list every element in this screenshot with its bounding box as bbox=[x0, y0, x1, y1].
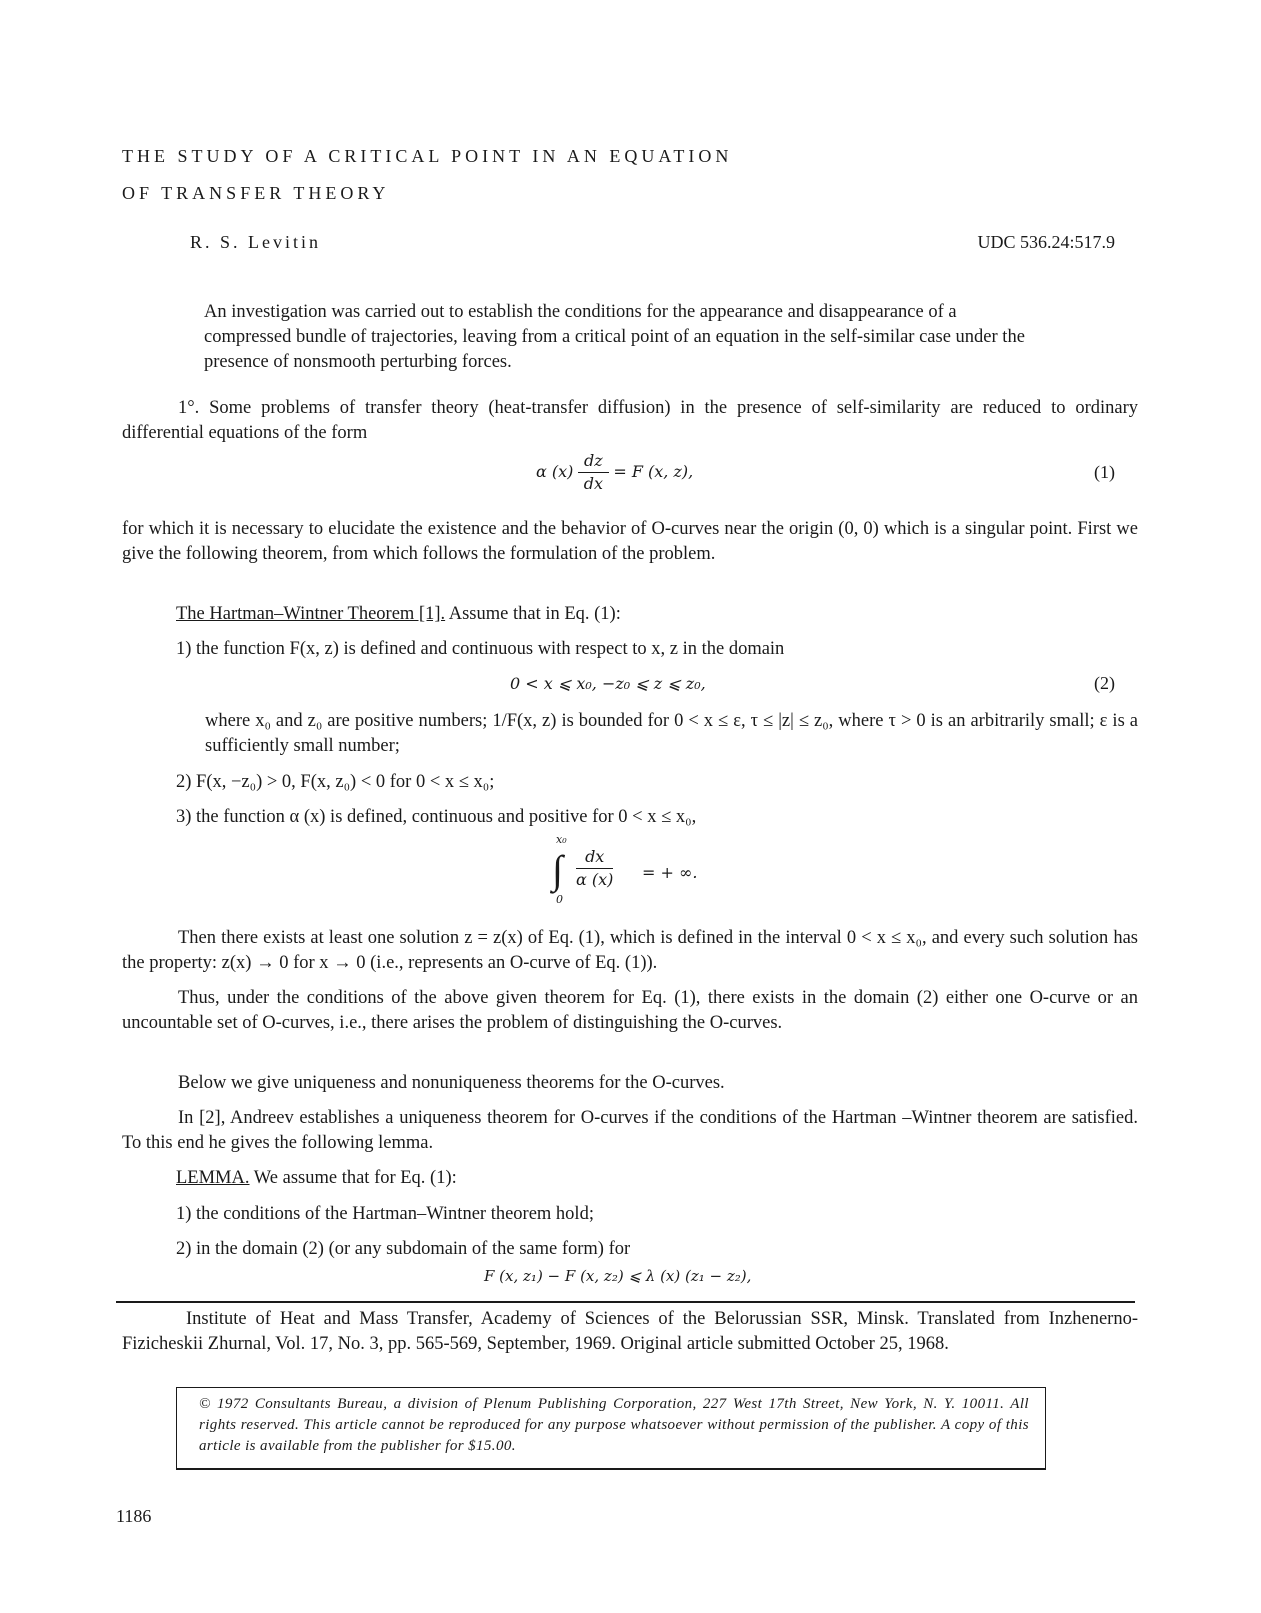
paragraph-intro: 1°. Some problems of transfer theory (heat-transfer diffusion) in the presence of self-similarity are reduced to ordinary differential equations of the form bbox=[122, 398, 1138, 443]
equation-1-lhs: α (x) bbox=[536, 461, 574, 481]
lemma-condition-1: 1) the conditions of the Hartman–Wintner theorem hold; bbox=[176, 1204, 594, 1224]
footnote: Institute of Heat and Mass Transfer, Academy of Sciences of the Belorussian SSR, Minsk. Translated from Inzhenerno-Fizicheskii Zhurnal, Vol. 17, No. 3, pp. 565-569, September, 1969. Original article submitted October 25, 1968. bbox=[122, 1309, 1138, 1354]
equation-1-numerator: dz bbox=[578, 450, 609, 473]
theorem-condition-3: 3) the function α (x) is defined, continuous and positive for 0 < x ≤ x₀, bbox=[176, 807, 697, 827]
udc-code: UDC 536.24:517.9 bbox=[977, 232, 1115, 252]
page-number: 1186 bbox=[116, 1506, 152, 1526]
lemma-condition-2: 2) in the domain (2) (or any subdomain of the same form) for bbox=[176, 1239, 631, 1259]
paper-title-line-1: THE STUDY OF A CRITICAL POINT IN AN EQUATION bbox=[122, 146, 733, 166]
equation-3-fraction bbox=[576, 846, 613, 891]
equation-3 bbox=[546, 833, 716, 910]
theorem-heading bbox=[176, 602, 621, 627]
paper-title-line-2: OF TRANSFER THEORY bbox=[122, 183, 390, 203]
equation-2: 0 < x ⩽ x₀, −z₀ ⩽ z ⩽ z₀, bbox=[510, 674, 706, 693]
paragraph-uncountable: Thus, under the conditions of the above given theorem for Eq. (1), there exists in the domain (2) either one O-curve or an uncountable set of O-curves, i.e., there arises the problem of distinguishing the O-curves. bbox=[122, 988, 1138, 1033]
theorem-condition-1-continued: where x₀ and z₀ are positive numbers; 1/F(x, z) is bounded for 0 < x ≤ ε, τ ≤ |z| ≤ z₀, where τ > 0 is an arbitrarily small; ε is a sufficiently small number; bbox=[205, 711, 1138, 756]
author: R. S. Levitin bbox=[190, 232, 322, 252]
equation-3-denominator: α (x) bbox=[576, 870, 614, 889]
theorem-condition-1: 1) the function F(x, z) is defined and continuous with respect to x, z in the domain bbox=[176, 639, 785, 659]
integral-upper-limit: x₀ bbox=[556, 833, 567, 846]
theorem-intro: Assume that in Eq. (1): bbox=[448, 604, 621, 624]
paragraph-o-curves: for which it is necessary to elucidate the existence and the behavior of O-curves near the origin (0, 0) which is a singular point. First we give the following theorem, from which follows the formulation of the problem. bbox=[122, 519, 1138, 564]
equation-1-denominator: dx bbox=[583, 474, 603, 493]
equation-1-label: (1) bbox=[1094, 462, 1115, 482]
theorem-condition-2: 2) F(x, −z₀) > 0, F(x, z₀) < 0 for 0 < x ≤ x₀; bbox=[176, 772, 495, 792]
equation-3-rhs: = + ∞. bbox=[642, 863, 698, 882]
lemma-title: LEMMA. bbox=[176, 1168, 250, 1188]
equation-1 bbox=[536, 450, 693, 495]
lemma-heading bbox=[176, 1166, 457, 1191]
equation-3-numerator: dx bbox=[576, 846, 613, 869]
paragraph-uniqueness: Below we give uniqueness and nonuniqueness theorems for the O-curves. bbox=[178, 1073, 725, 1093]
copyright-box bbox=[176, 1387, 1046, 1470]
integral-lower-limit: 0 bbox=[556, 893, 563, 906]
equation-2-label: (2) bbox=[1094, 673, 1115, 693]
footnote-divider bbox=[116, 1301, 1135, 1303]
equation-1-rhs: = F (x, z), bbox=[613, 461, 694, 481]
copyright-notice: © 1972 Consultants Bureau, a division of Plenum Publishing Corporation, 227 West 17th Street, New York, N. Y. 10011. All rights reserved. This article cannot be reproduced for any purpose whatsoever without permission of the publisher. A copy of this article is available from the publisher for $15.00. bbox=[199, 1396, 1029, 1454]
paragraph-existence: Then there exists at least one solution z = z(x) of Eq. (1), which is defined in the interval 0 < x ≤ x₀, and every such solution has the property: z(x) → 0 for x → 0 (i.e., represents an O-curve of Eq. (1)). bbox=[122, 928, 1138, 973]
equation-1-fraction bbox=[578, 450, 609, 495]
lemma-intro: We assume that for Eq. (1): bbox=[253, 1168, 457, 1188]
theorem-title: The Hartman–Wintner Theorem [1]. bbox=[176, 604, 446, 624]
equation-4: F (x, z₁) − F (x, z₂) ⩽ λ (x) (z₁ − z₂), bbox=[484, 1267, 752, 1285]
integral-sign: ∫ bbox=[552, 847, 563, 892]
paragraph-andreev: In [2], Andreev establishes a uniqueness theorem for O-curves if the conditions of the Hartman –Wintner theorem are satisfied. To this end he gives the following lemma. bbox=[122, 1108, 1138, 1153]
abstract: An investigation was carried out to establish the conditions for the appearance and disappearance of a compressed bundle of trajectories, leaving from a critical point of an equation in the self-similar case under the presence of nonsmooth perturbing forces. bbox=[204, 302, 1025, 372]
